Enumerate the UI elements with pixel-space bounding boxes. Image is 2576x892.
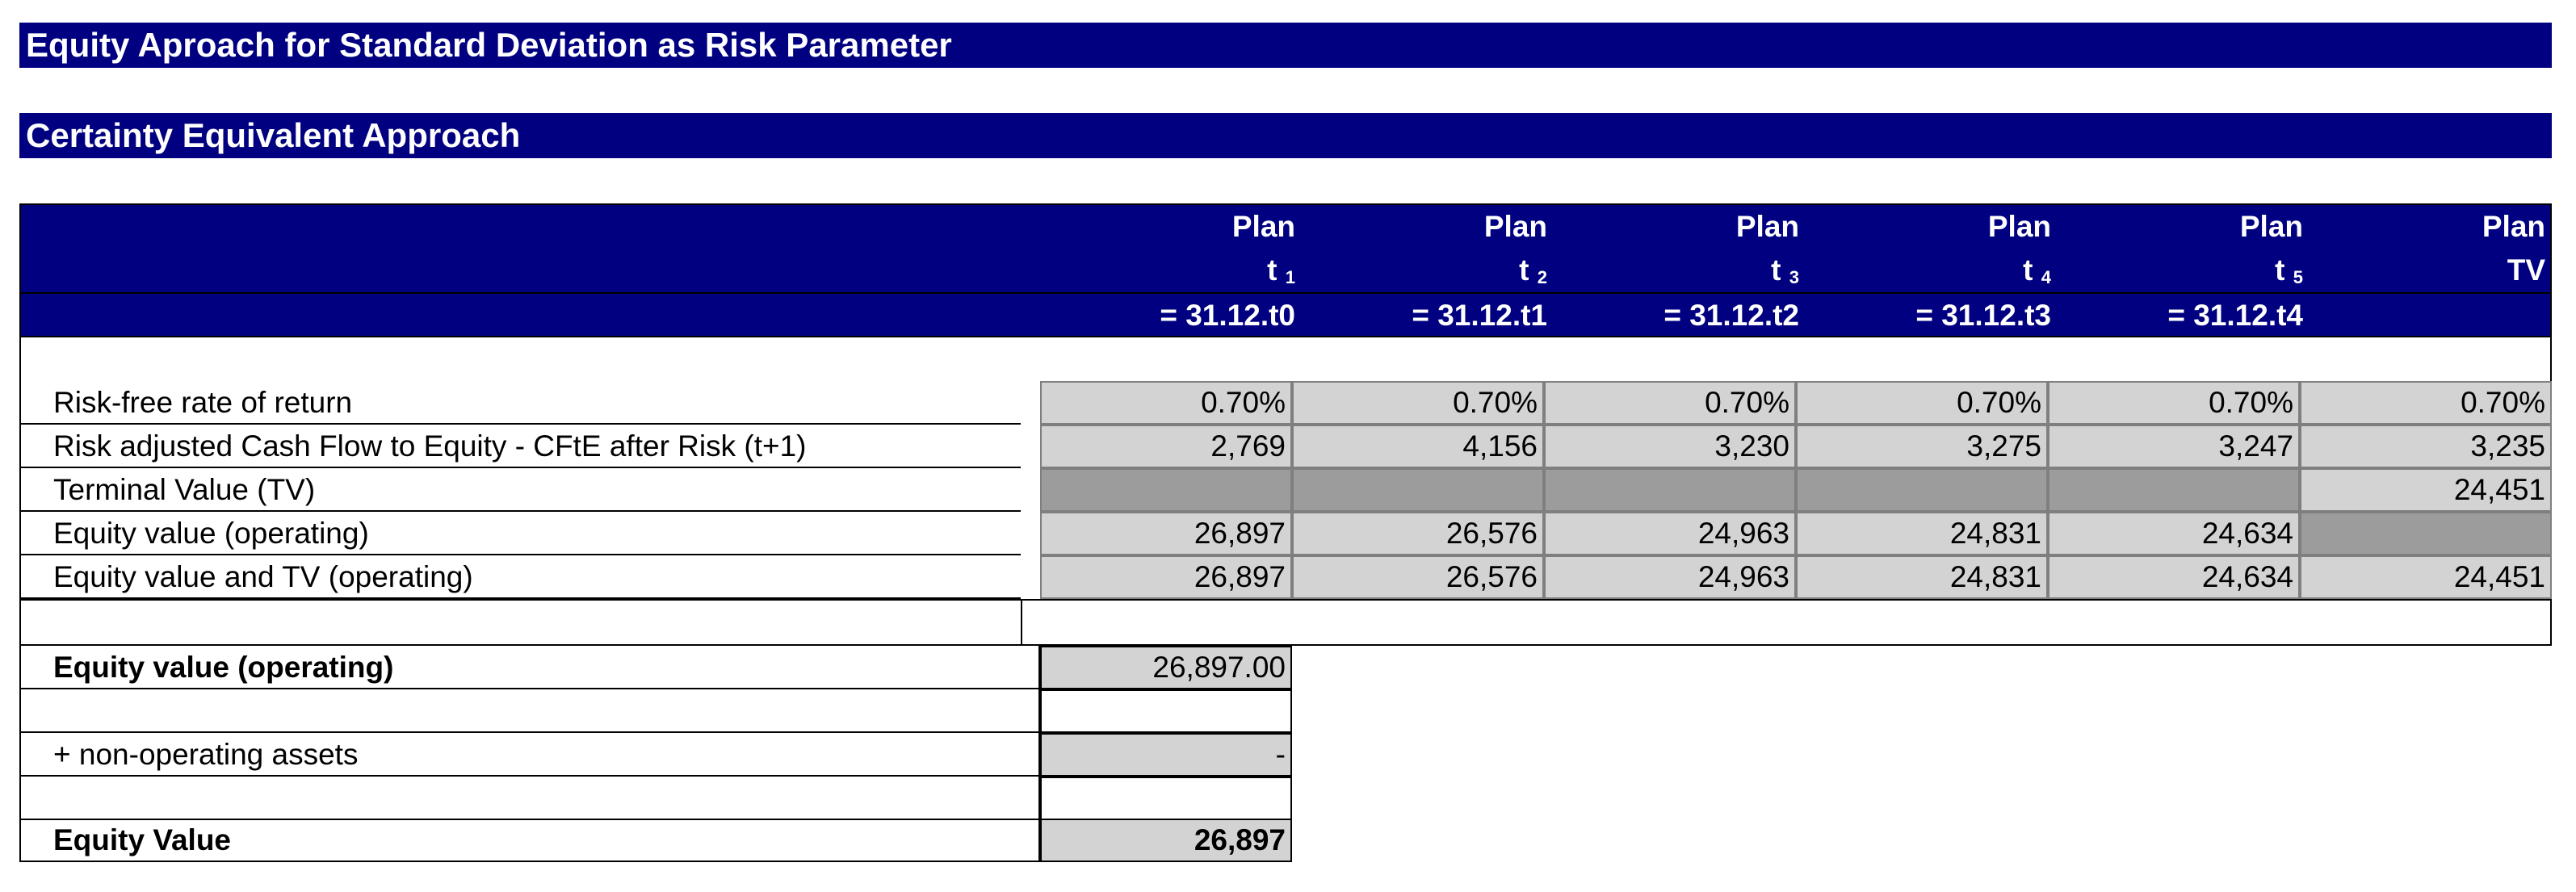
column-divider [1038,644,1040,862]
row-divider [19,597,1021,599]
value-cell[interactable] [2300,512,2552,555]
value-cell[interactable]: 24,451 [2300,555,2552,599]
value-cell[interactable] [1796,468,2048,512]
value-cell[interactable] [2048,468,2300,512]
value-cell[interactable] [1040,468,1292,512]
period-label: t $_1$ [1267,253,1295,287]
date-label: = 31.12.t4 [2167,299,2303,332]
period-label: t $_4$ [2023,253,2051,287]
value-cell[interactable]: 24,634 [2048,512,2300,555]
row-label: Risk adjusted Cash Flow to Equity - CFtE after Risk (t+1) [53,429,807,463]
non-operating-value[interactable]: - [1040,733,1292,777]
period-label: t $_5$ [2275,253,2303,287]
value-cell[interactable]: 4,156 [1292,425,1544,468]
value-cell[interactable]: 0.70% [1292,381,1544,425]
equity-operating-value[interactable]: 26,897.00 [1040,646,1292,689]
value-cell[interactable]: 0.70% [1796,381,2048,425]
date-label: = 31.12.t2 [1663,299,1799,332]
date-label: = 31.12.t3 [1915,299,2051,332]
empty-cell[interactable] [1040,777,1292,820]
row-divider [19,467,1021,468]
period-label: t $_3$ [1771,253,1799,287]
plan-label: Plan [1231,210,1295,243]
plan-label: Plan [1483,210,1547,243]
value-cell[interactable]: 26,576 [1292,555,1544,599]
empty-cell [19,599,1022,646]
row-label: Equity value (operating) [53,517,369,550]
row-divider [19,510,1021,512]
empty-cell [1021,599,2552,646]
plan-label: Plan [2239,210,2303,243]
empty-cell[interactable] [1040,689,1292,733]
value-cell[interactable]: 24,963 [1544,555,1796,599]
value-cell[interactable]: 3,230 [1544,425,1796,468]
value-cell[interactable]: 2,769 [1040,425,1292,468]
value-cell[interactable]: 3,247 [2048,425,2300,468]
equity-value-total[interactable]: 26,897 [1040,819,1292,862]
equity-operating-label: Equity value (operating) [53,651,394,684]
row-label: Equity value and TV (operating) [53,560,473,593]
equity-value-label: Equity Value [53,823,232,856]
date-label: = 31.12.t1 [1412,299,1547,332]
value-cell[interactable]: 26,576 [1292,512,1544,555]
row-label: Terminal Value (TV) [53,473,316,506]
date-label: = 31.12.t0 [1160,299,1295,332]
date-header-band [19,292,2552,337]
value-cell[interactable]: 24,831 [1796,512,2048,555]
value-cell[interactable] [1544,468,1796,512]
value-cell[interactable]: 0.70% [2048,381,2300,425]
value-cell[interactable]: 3,235 [2300,425,2552,468]
non-operating-label: + non-operating assets [53,738,359,771]
row-label: Risk-free rate of return [53,386,353,419]
value-cell[interactable]: 26,897 [1040,555,1292,599]
value-cell[interactable]: 24,634 [2048,555,2300,599]
value-cell[interactable]: 0.70% [2300,381,2552,425]
period-label: TV [2507,253,2545,287]
row-divider [19,423,1021,425]
value-cell[interactable]: 24,451 [2300,468,2552,512]
value-cell[interactable]: 0.70% [1040,381,1292,425]
plan-label: Plan [1987,210,2051,243]
value-cell[interactable]: 0.70% [1544,381,1796,425]
value-cell[interactable]: 24,831 [1796,555,2048,599]
row-divider [19,554,1021,555]
section-title: Certainty Equivalent Approach [19,113,2552,158]
period-label: t $_2$ [1519,253,1547,287]
page-title: Equity Aproach for Standard Deviation as Risk Parameter [19,23,2552,68]
value-cell[interactable] [1292,468,1544,512]
value-cell[interactable]: 26,897 [1040,512,1292,555]
plan-label: Plan [1735,210,1799,243]
value-cell[interactable]: 3,275 [1796,425,2048,468]
value-cell[interactable]: 24,963 [1544,512,1796,555]
plan-label: Plan [2482,210,2545,243]
column-header-band [19,203,2552,294]
